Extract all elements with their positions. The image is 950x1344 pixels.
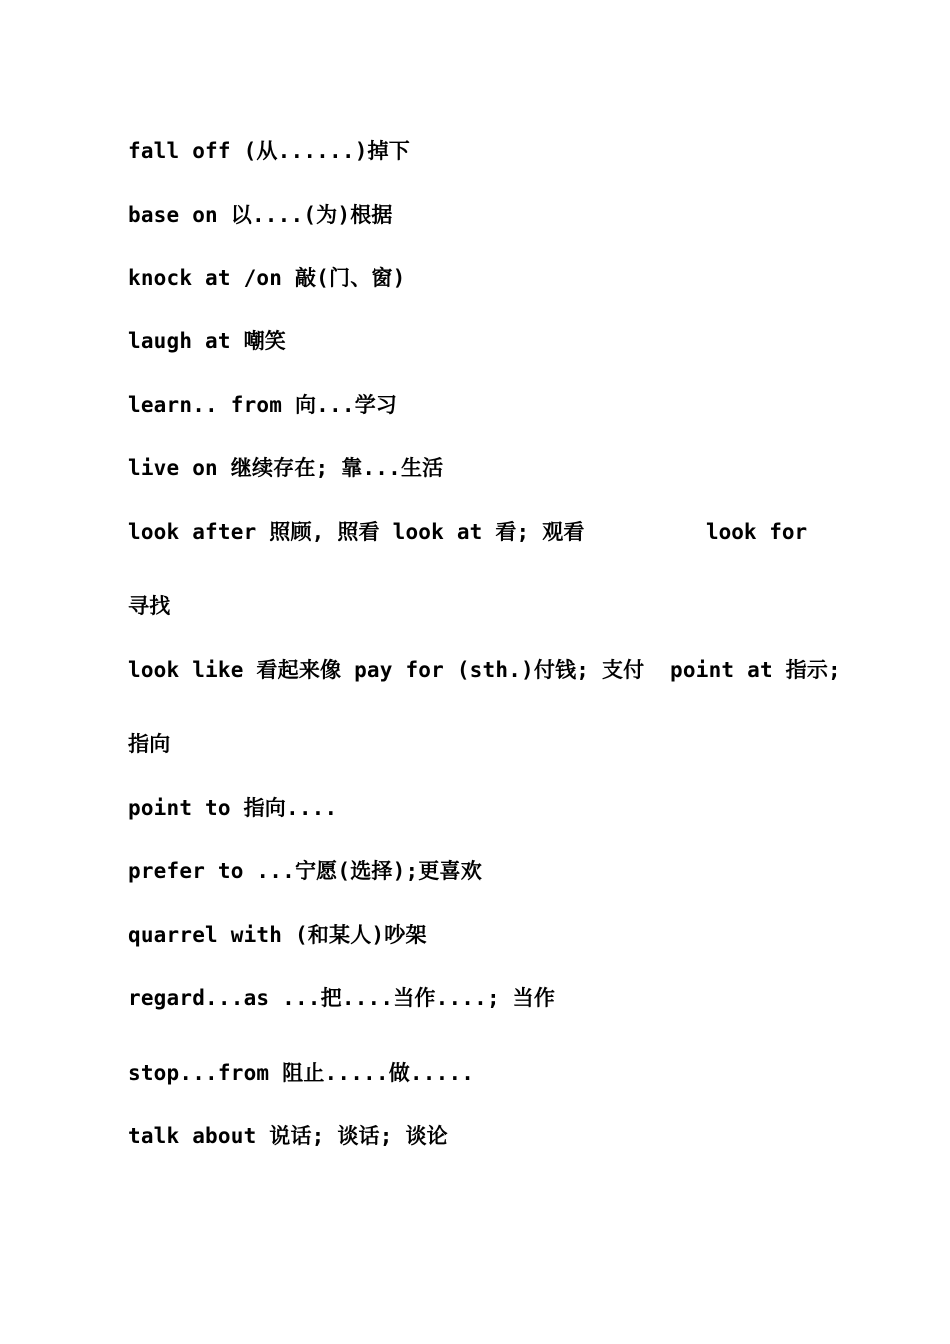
- phrase-line: fall off (从......)掉下: [128, 139, 410, 163]
- phrase-line: stop...from 阻止.....做.....: [128, 1061, 475, 1085]
- phrase-line: prefer to ...宁愿(选择);更喜欢: [128, 859, 482, 883]
- phrase-line: base on 以....(为)根据: [128, 203, 393, 227]
- phrase-line-tail: look for: [706, 520, 808, 544]
- phrase-line: laugh at 嘲笑: [128, 329, 286, 353]
- phrase-line: learn.. from 向...学习: [128, 393, 398, 417]
- phrase-line: point to 指向....: [128, 796, 338, 820]
- phrase-line: quarrel with (和某人)吵架: [128, 923, 427, 947]
- phrase-line: knock at /on 敲(门、窗): [128, 266, 406, 290]
- phrase-line: 指向: [128, 732, 171, 756]
- phrase-line: look like 看起来像 pay for (sth.)付钱; 支付 point at 指示;: [128, 658, 841, 682]
- phrase-line: look after 照顾, 照看 look at 看; 观看: [128, 520, 585, 544]
- phrase-line: 寻找: [128, 594, 171, 618]
- phrase-line: talk about 说话; 谈话; 谈论: [128, 1124, 448, 1148]
- phrase-line: live on 继续存在; 靠...生活: [128, 456, 444, 480]
- phrase-line: regard...as ...把....当作....; 当作: [128, 986, 556, 1010]
